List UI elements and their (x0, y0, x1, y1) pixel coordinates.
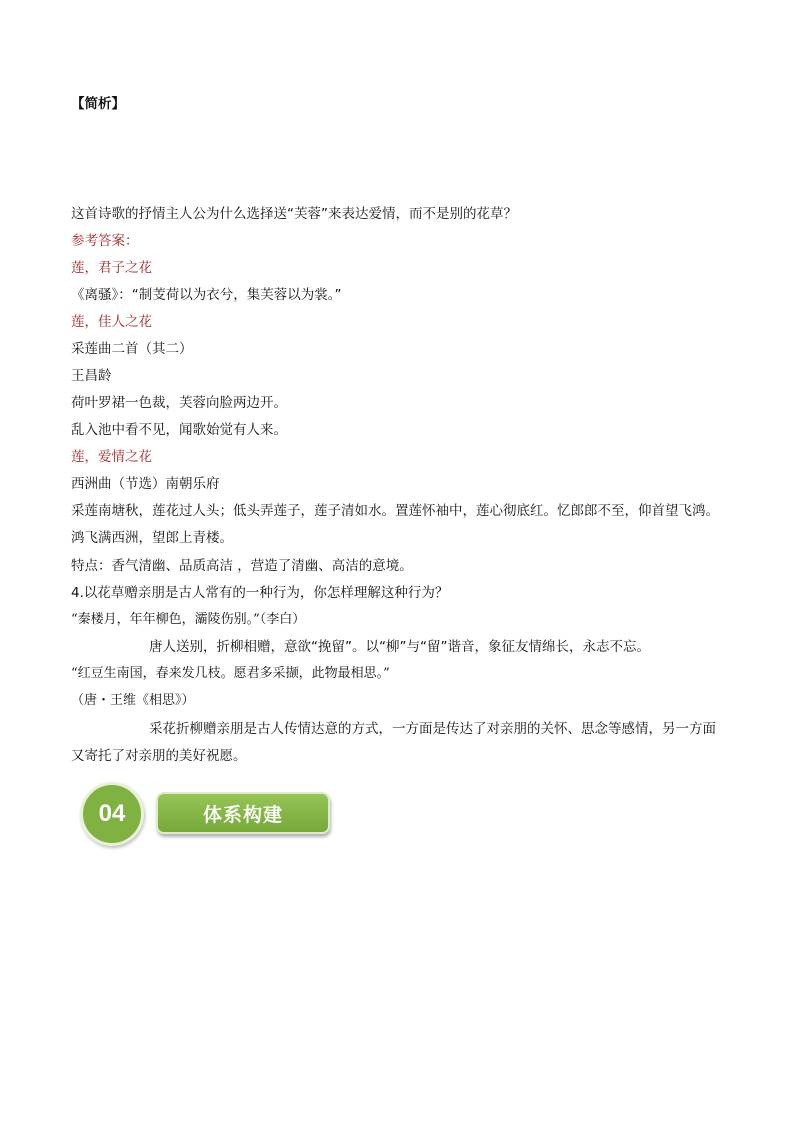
poem1-author: 王昌龄 (71, 368, 112, 384)
section-banner (80, 782, 340, 846)
poem1-line1: 荷叶罗裙一色裁，芙蓉向脸两边开。 (71, 395, 287, 411)
quote-libai: “秦楼月，年年柳色，灞陵伤别。”（李白） (71, 612, 306, 627)
lotus-beauty-title: 莲，佳人之花 (71, 314, 152, 330)
poem1-line2: 乱入池中看不见，闻歌始觉有人来。 (71, 422, 287, 438)
section-number-badge: 04 (80, 782, 144, 846)
quote-wangwei: “红豆生南国，春来发几枝。愿君多采撷，此物最相思。” (71, 666, 390, 681)
willow-explanation: 唐人送别，折柳相赠，意欲“挽留”。以“柳”与“留”谐音，象征友情绵长，永志不忘。 (149, 639, 650, 655)
source-wangwei: （唐・王维《相思》） (71, 693, 195, 708)
question-4: 4.以花草赠亲朋是古人常有的一种行为，你怎样理解这种行为？ (71, 585, 449, 601)
section-heading: 【简析】 (71, 96, 125, 112)
lisao-quote: 《离骚》：“制芰荷以为衣兮，集芙蓉以为裳。” (71, 287, 342, 303)
conclusion-text: 采花折柳赠亲朋是古人传情达意的方式，一方面是传达了对亲朋的关怀、思念等感情，另一方面又寄托了对亲朋的美好祝愿。 (71, 721, 716, 764)
answer-label: 参考答案： (71, 233, 139, 249)
section-title: 体系构建 (156, 792, 330, 834)
poem2-title: 西洲曲（节选）南朝乐府 (71, 476, 220, 492)
poem1-title: 采莲曲二首（其二） (71, 341, 193, 357)
poem2-text: 采莲南塘秋，莲花过人头；低头弄莲子，莲子清如水。置莲怀袖中，莲心彻底红。忆郎郎不至，仰首望飞鸿。鸿飞满西洲，望郎上青楼。 (71, 503, 719, 546)
lotus-love-title: 莲，爱情之花 (71, 449, 152, 465)
question-3: 这首诗歌的抒情主人公为什么选择送“芙蓉”来表达爱情，而不是别的花草？ (71, 206, 517, 222)
features-text: 特点：香气清幽、品质高洁 ，营造了清幽、高洁的意境。 (71, 558, 413, 574)
lotus-gentleman-title: 莲，君子之花 (71, 260, 152, 276)
